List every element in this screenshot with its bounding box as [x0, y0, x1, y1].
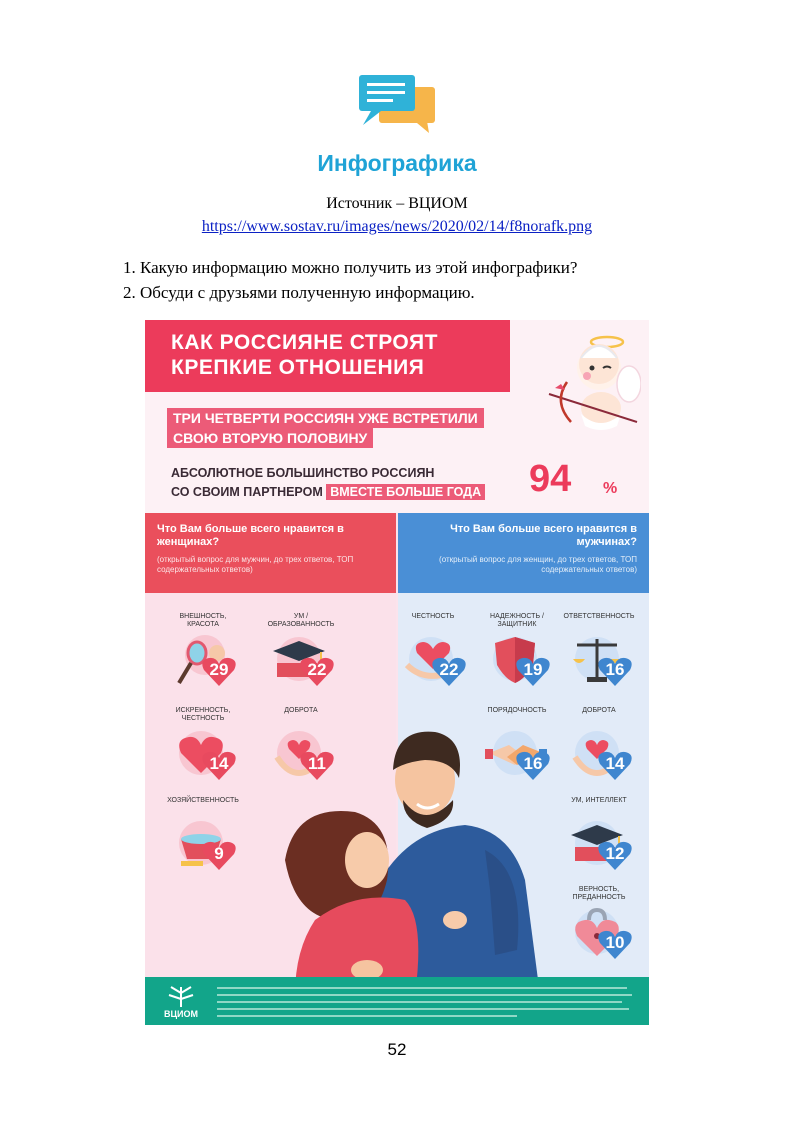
item-value: 22	[307, 660, 327, 679]
tree-icon	[157, 983, 205, 1009]
item-value: 16	[523, 754, 543, 773]
men-header	[398, 513, 649, 593]
item-value: 29	[209, 660, 229, 679]
women-item-housekeeping	[163, 797, 243, 887]
stat-value: 94	[529, 458, 572, 500]
item-label: УМ / ОБРАЗОВАННОСТЬ	[267, 613, 335, 628]
stat-unit: %	[603, 480, 618, 497]
women-header	[145, 513, 396, 593]
item-label: ПОРЯДОЧНОСТЬ	[487, 707, 547, 714]
item-label: ХОЗЯЙСТВЕННОСТЬ	[167, 797, 239, 804]
highlight-line-2: СВОЮ ВТОРУЮ ПОЛОВИНУ	[167, 428, 373, 448]
item-label: УМ, ИНТЕЛЛЕКТ	[571, 797, 627, 804]
stat-text	[171, 464, 485, 502]
stat-line-1: АБСОЛЮТНОЕ БОЛЬШИНСТВО РОССИЯН	[171, 466, 435, 480]
title-line-1: КАК РОССИЯНЕ СТРОЯТ	[171, 331, 438, 354]
item-label: ДОБРОТА	[284, 707, 318, 714]
item-label: ВНЕШНОСТЬ, КРАСОТА	[179, 613, 227, 628]
men-item-loyalty	[559, 886, 639, 976]
item-value: 9	[214, 844, 224, 863]
stat-line-2-highlight: ВМЕСТЕ БОЛЬШЕ ГОДА	[326, 484, 485, 500]
men-item-responsibility	[559, 613, 639, 703]
item-label: ДОБРОТА	[582, 707, 616, 714]
men-item-honesty	[393, 613, 473, 703]
question-1: 1. Какую информацию можно получить из этой инфографики?	[123, 258, 578, 277]
source-label: Источник – ВЦИОМ	[326, 195, 468, 212]
page-number: 52	[387, 1040, 407, 1059]
item-value: 19	[523, 660, 543, 679]
item-value: 11	[308, 754, 326, 773]
title-banner	[145, 320, 510, 392]
chat-bubbles-icon	[357, 73, 437, 135]
women-question: Что Вам больше всего нравится в женщинах?	[157, 523, 344, 548]
footer-fine-print	[217, 985, 637, 1019]
men-item-intellect	[559, 797, 639, 887]
men-question: Что Вам больше всего нравится в мужчинах?	[450, 523, 637, 548]
vciom-logo	[157, 983, 205, 1023]
page-heading: Инфографика	[317, 150, 477, 176]
item-value: 10	[605, 933, 625, 952]
item-label: ВЕРНОСТЬ, ПРЕДАННОСТЬ	[572, 886, 626, 901]
title-line-2: КРЕПКИЕ ОТНОШЕНИЯ	[171, 356, 425, 379]
men-item-reliability	[477, 613, 557, 703]
item-label: ЧЕСТНОСТЬ	[411, 613, 455, 620]
item-value: 22	[439, 660, 459, 679]
item-value: 16	[605, 660, 625, 679]
item-label: НАДЕЖНОСТЬ / ЗАЩИТНИК	[490, 613, 544, 628]
women-note: (открытый вопрос для мужчин, до трех ответов, ТОП содержательных ответов)	[157, 555, 354, 574]
stat-line-2-prefix: СО СВОИМ ПАРТНЕРОМ	[171, 485, 323, 499]
men-item-kindness	[559, 707, 639, 797]
source-link[interactable]: https://www.sostav.ru/images/news/2020/02/14/f8norafk.png	[201, 218, 593, 235]
question-2: 2. Обсуди с друзьями полученную информацию.	[123, 283, 475, 302]
infographic-footer	[145, 977, 649, 1025]
item-label: ИСКРЕННОСТЬ, ЧЕСТНОСТЬ	[175, 707, 231, 722]
cupid-illustration	[545, 328, 641, 438]
logo-name: ВЦИОМ	[163, 1009, 199, 1019]
infographic	[145, 320, 649, 1025]
couple-illustration	[255, 720, 545, 995]
item-label: ОТВЕТСТВЕННОСТЬ	[563, 613, 635, 620]
item-value: 12	[605, 844, 625, 863]
women-item-sincerity	[163, 707, 243, 797]
women-item-appearance	[163, 613, 243, 703]
highlight-line-1: ТРИ ЧЕТВЕРТИ РОССИЯН УЖЕ ВСТРЕТИЛИ	[167, 408, 484, 428]
men-note: (открытый вопрос для женщин, до трех ответов, ТОП содержательных ответов)	[439, 555, 637, 574]
item-value: 14	[605, 754, 625, 773]
women-item-intellect	[261, 613, 341, 703]
item-value: 14	[209, 754, 229, 773]
